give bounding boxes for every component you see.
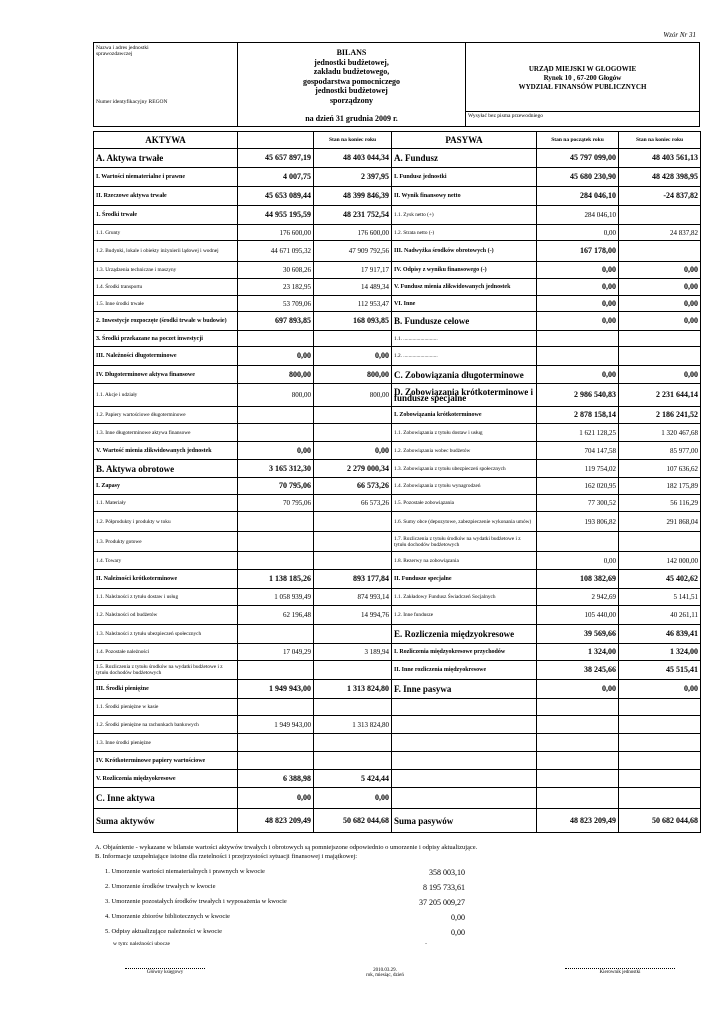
aktywa-value-start [238,752,314,770]
aktywa-value-end: 14 994,76 [314,606,392,625]
table-row [94,460,701,478]
table-row [94,716,701,734]
aktywa-value-start: 45 657 897,19 [238,149,314,168]
pasywa-label: 1.4. Zobowiązania z tytułu wynagrodzeń [392,478,537,495]
aktywa-value-end: 66 573,26 [314,478,392,495]
aktywa-value-end: 874 993,14 [314,589,392,606]
table-header-row [94,132,701,149]
pasywa-value-start [537,699,619,716]
table-row [94,570,701,589]
aktywa-value-start: 1 949 943,00 [238,680,314,699]
aktywa-value-start: 0,00 [238,442,314,460]
pasywa-label: VI. Inne [392,296,537,312]
pasywa-value-end [619,734,701,752]
table-row [94,241,701,262]
aktywa-label: IV. Krótkoterminowe papiery wartościowe [94,752,238,770]
pasywa-value-end [619,716,701,734]
aktywa-value-end: 1 313 824,80 [314,680,392,699]
aktywa-label: 1.1. Akcje i udziały [94,384,238,407]
aktywa-label: 1.3. Inne środki pieniężne [94,734,238,752]
aktywa-value-start: 44 671 095,32 [238,241,314,262]
table-row [94,734,701,752]
aktywa-label: 1.3. Urządzenia techniczne i maszyny [94,262,238,279]
divider [466,111,699,112]
aktywa-value-end [314,752,392,770]
info-item: 2. Umorzenie środków trwałych w kwocie 8 195 733,61 [105,883,465,892]
pasywa-value-start: 1 621 128,25 [537,424,619,442]
aktywa-value-start: 62 196,48 [238,606,314,625]
pasywa-label [392,716,537,734]
aktywa-value-start: 1 058 939,49 [238,589,314,606]
pasywa-value-start: 0,00 [537,225,619,241]
aktywa-label: V. Wartość mienia zlikwidowanych jednostek [94,442,238,460]
aktywa-value-end: 1 313 824,80 [314,716,392,734]
office-address: URZĄD MIEJSKI W GŁOGOWIE Rynek 10 , 67-200 Głogów WYDZIAŁ FINANSÓW PUBLICZNYCH [518,65,647,91]
pasywa-label [392,788,537,809]
aktywa-value-start [238,661,314,680]
aktywa-value-start: 800,00 [238,384,314,407]
pasywa-label: 1.2. Strata netto (-) [392,225,537,241]
pasywa-label: 1.1. Zakładowy Fundusz Świadczeń Socjalnych [392,589,537,606]
pasywa-value-end: 0,00 [619,366,701,384]
pasywa-label: III. Nadwyżka środków obrotowych (-) [392,241,537,262]
pasywa-value-end: 0,00 [619,680,701,699]
aktywa-label: 1.5. Inne środki trwałe [94,296,238,312]
table-row [94,752,701,770]
pasywa-value-start [537,770,619,788]
table-row [94,606,701,625]
aktywa-label: 1.4. Pozostałe należności [94,644,238,661]
signature-accountant: Główny księgowy [125,968,205,975]
aktywa-label: III. Należności długoterminowe [94,347,238,366]
pasywa-value-end: 291 868,04 [619,512,701,532]
table-row [94,347,701,366]
table-row [94,532,701,552]
table-row [94,788,701,809]
pasywa-label: E. Rozliczenia międzyokresowe [392,625,537,644]
pasywa-label: F. Inne pasywa [392,680,537,699]
pasywa-value-start: 704 147,58 [537,442,619,460]
aktywa-header: AKTYWA [94,132,238,149]
pasywa-value-start: 0,00 [537,262,619,279]
table-row [94,296,701,312]
table-row [94,625,701,644]
aktywa-label: Suma aktywów [94,809,238,833]
notes [95,843,477,861]
table-row [94,478,701,495]
info-item: 3. Umorzenie pozostałych środków trwałych i wyposażenia w kwocie 37 205 009,27 [105,898,465,907]
aktywa-label: 1.4. Środki transportu [94,279,238,296]
aktywa-label: 1.1. Środki pieniężne w kasie [94,699,238,716]
pasywa-value-start: 108 382,69 [537,570,619,589]
aktywa-value-start: 48 823 209,49 [238,809,314,833]
aktywa-label: 1.3. Produkty gotowe [94,532,238,552]
form-number: Wzór Nr 31 [663,31,696,39]
table-row [94,149,701,168]
aktywa-value-start: 53 709,06 [238,296,314,312]
pasywa-value-end: 85 977,00 [619,442,701,460]
pasywa-value-end: 24 837,82 [619,225,701,241]
table-row [94,770,701,788]
info-item: 4. Umorzenie zbiorów bibliotecznych w kwocie 0,00 [105,913,465,922]
aktywa-value-end [314,661,392,680]
pasywa-label: Suma pasywów [392,809,537,833]
pasywa-label: 1.5. Pozostałe zobowiązania [392,495,537,512]
empty-header [238,132,314,149]
pasywa-value-end [619,788,701,809]
aktywa-label: 1.1. Należności z tytułu dostaw i usług [94,589,238,606]
note-b: B. Informacje uzupełniające istotne dla rzetelności i przejrzystości sytuacji finansowej i majątkowej: [95,853,358,860]
pasywa-value-end: 2 231 644,14 [619,384,701,407]
pasywa-label [392,752,537,770]
aktywa-value-end [314,532,392,552]
aktywa-value-end: 17 917,17 [314,262,392,279]
pasywa-label [392,770,537,788]
pasywa-label: D. Zobowiązania krótkoterminowe i fundusze specjalne [392,384,537,407]
info-item: 5. Odpisy aktualizujące należności w kwocie 0,00 [105,928,465,937]
pasywa-label: II. Fundusze specjalne [392,570,537,589]
pasywa-value-end: 182 175,89 [619,478,701,495]
aktywa-value-end: 47 909 792,56 [314,241,392,262]
pasywa-label: 1.6. Sumy obce (depozytowe, zabezpieczenie wykonania umów) [392,512,537,532]
pasywa-label: 1.1. Zysk netto (+) [392,206,537,225]
aktywa-label: II. Należności krótkoterminowe [94,570,238,589]
aktywa-value-end: 176 600,00 [314,225,392,241]
aktywa-value-start: 45 653 089,44 [238,187,314,206]
aktywa-value-start [238,699,314,716]
table-row [94,512,701,532]
pasywa-label: I. Zobowiązania krótkoterminowe [392,407,537,424]
pasywa-value-start [537,752,619,770]
aktywa-label: 1. Środki trwałe [94,206,238,225]
pasywa-value-end: 45 515,41 [619,661,701,680]
table-row [94,552,701,570]
pasywa-value-start [537,716,619,734]
pasywa-label [392,699,537,716]
pasywa-value-start: 77 300,52 [537,495,619,512]
report-title: BILANS jednostki budżetowej, zakładu budżetowego, gospodarstwa pomocniczego jednostki budżetowej sporządzony [302,48,401,105]
aktywa-value-end: 0,00 [314,347,392,366]
aktywa-value-end [314,552,392,570]
aktywa-value-end: 893 177,84 [314,570,392,589]
aktywa-value-end: 48 231 752,54 [314,206,392,225]
office-cell [466,43,699,126]
aktywa-label: 1.3. Inne długoterminowe aktywa finansowe [94,424,238,442]
aktywa-label: III. Środki pieniężne [94,680,238,699]
aktywa-value-end: 0,00 [314,788,392,809]
info-list [105,866,465,951]
table-row [94,589,701,606]
aktywa-value-start: 697 893,85 [238,312,314,331]
pasywa-value-end: 48 403 561,13 [619,149,701,168]
pasywa-value-end: 0,00 [619,279,701,296]
unit-info-cell [94,43,238,126]
table-row [94,168,701,187]
pasywa-value-start [537,532,619,552]
pasywa-value-start: 284 046,10 [537,206,619,225]
aktywa-value-start: 0,00 [238,788,314,809]
aktywa-value-end: 3 189,94 [314,644,392,661]
aktywa-value-start: 6 388,98 [238,770,314,788]
aktywa-value-start [238,424,314,442]
pasywa-label: II. Inne rozliczenia międzyokresowe [392,661,537,680]
table-row [94,366,701,384]
pasywa-value-end [619,752,701,770]
info-item: 1. Umorzenie wartości niematerialnych i prawnych w kwocie 358 003,10 [105,868,465,877]
aktywa-value-end: 48 399 846,39 [314,187,392,206]
aktywa-label: B. Aktywa obrotowe [94,460,238,478]
pasywa-header: PASYWA [392,132,537,149]
aktywa-value-start [238,625,314,644]
pasywa-value-start: 48 823 209,49 [537,809,619,833]
pasywa-label: 1.3. Zobowiązania z tytułu ubezpieczeń społecznych [392,460,537,478]
aktywa-label: 1.3. Należności z tytułu ubezpieczeń społecznych [94,625,238,644]
aktywa-value-start: 3 165 312,30 [238,460,314,478]
aktywa-value-end [314,331,392,347]
pasywa-value-start: 2 986 540,83 [537,384,619,407]
pasywa-end-header: Stan na koniec roku [619,132,701,149]
pasywa-value-start: 38 245,66 [537,661,619,680]
pasywa-value-end: 46 839,41 [619,625,701,644]
aktywa-value-end: 2 397,95 [314,168,392,187]
pasywa-value-start [537,734,619,752]
aktywa-value-end: 112 953,47 [314,296,392,312]
aktywa-label: 1.2. Półprodukty i produkty w toku [94,512,238,532]
regon-label: Numer identyfikacyjny REGON [96,99,168,105]
aktywa-value-start [238,512,314,532]
table-row [94,312,701,331]
pasywa-value-start: 119 754,02 [537,460,619,478]
pasywa-value-start [537,788,619,809]
pasywa-value-end: -24 837,82 [619,187,701,206]
report-header [93,42,700,127]
aktywa-label: 2. Inwestycje rozpoczęte (środki trwałe w budowie) [94,312,238,331]
pasywa-value-end [619,206,701,225]
aktywa-label: I. Wartości niematerialne i prawne [94,168,238,187]
pasywa-value-start: 45 797 099,00 [537,149,619,168]
aktywa-value-end [314,512,392,532]
pasywa-value-end [619,770,701,788]
pasywa-label: II. Wynik finansowy netto [392,187,537,206]
aktywa-value-end [314,734,392,752]
aktywa-label: 1.1. Grunty [94,225,238,241]
aktywa-label: A. Aktywa trwałe [94,149,238,168]
aktywa-value-start [238,407,314,424]
signature-head: Kierownik jednostki [565,968,675,975]
unit-name-label: Nazwa i adres jednostki sprawozdawczej [96,45,149,57]
pasywa-value-start [537,347,619,366]
table-row [94,262,701,279]
pasywa-value-start: 167 178,00 [537,241,619,262]
pasywa-label: 1.1. Zobowiązania z tytułu dostaw i usług [392,424,537,442]
pasywa-start-header: Stan na początek roku [537,132,619,149]
aktywa-label: 1.4. Towary [94,552,238,570]
aktywa-value-start: 44 955 195,59 [238,206,314,225]
pasywa-value-end: 2 186 241,52 [619,407,701,424]
table-row [94,442,701,460]
table-row [94,331,701,347]
aktywa-label: 3. Środki przekazane na poczet inwestycji [94,331,238,347]
aktywa-label: 1.2. Budynki, lokale i obiekty inżynierii lądowej i wodnej [94,241,238,262]
pasywa-label: C. Zobowiązania długoterminowe [392,366,537,384]
table-row [94,279,701,296]
pasywa-value-end: 50 682 044,68 [619,809,701,833]
aktywa-value-end [314,699,392,716]
pasywa-label: 1.2. Zobowiązania wobec budżetów [392,442,537,460]
pasywa-label [392,734,537,752]
pasywa-value-end [619,331,701,347]
table-row [94,407,701,424]
table-row [94,661,701,680]
aktywa-value-start [238,552,314,570]
pasywa-value-end: 5 141,51 [619,589,701,606]
pasywa-value-end [619,699,701,716]
aktywa-value-end: 50 682 044,68 [314,809,392,833]
aktywa-value-start: 0,00 [238,347,314,366]
pasywa-value-end: 0,00 [619,262,701,279]
pasywa-value-end [619,241,701,262]
pasywa-value-end [619,347,701,366]
pasywa-value-end: 0,00 [619,296,701,312]
aktywa-label: 1.2. Środki pieniężne na rachunkach bankowych [94,716,238,734]
pasywa-value-start: 193 806,82 [537,512,619,532]
pasywa-value-start: 0,00 [537,366,619,384]
pasywa-label: A. Fundusz [392,149,537,168]
pasywa-value-start: 2 878 158,14 [537,407,619,424]
pasywa-label: B. Fundusze celowe [392,312,537,331]
table-row [94,187,701,206]
pasywa-value-start: 2 942,69 [537,589,619,606]
aktywa-label: IV. Długoterminowe aktywa finansowe [94,366,238,384]
aktywa-value-start: 4 007,75 [238,168,314,187]
pasywa-value-end: 45 402,62 [619,570,701,589]
table-row [94,424,701,442]
aktywa-value-end: 0,00 [314,442,392,460]
pasywa-value-start: 284 046,10 [537,187,619,206]
aktywa-value-end [314,407,392,424]
pasywa-label: I. Fundusz jednostki [392,168,537,187]
aktywa-label: II. Rzeczowe aktywa trwałe [94,187,238,206]
table-row [94,384,701,407]
pasywa-value-start: 1 324,00 [537,644,619,661]
aktywa-value-start: 800,00 [238,366,314,384]
aktywa-value-end [314,424,392,442]
aktywa-value-start: 1 949 943,00 [238,716,314,734]
table-row [94,495,701,512]
pasywa-value-start: 162 020,95 [537,478,619,495]
pasywa-value-start [537,331,619,347]
signature-date: 2010.03.29. rok, miesiąc, dzień [366,968,404,978]
aktywa-value-end: 48 403 044,34 [314,149,392,168]
aktywa-stan-header: Stan na koniec roku [314,132,392,149]
pasywa-value-end: 48 428 398,95 [619,168,701,187]
pasywa-label: I. Rozliczenia międzyokresowe przychodów [392,644,537,661]
pasywa-value-start: 39 569,66 [537,625,619,644]
pasywa-label: 1.2. .......................... [392,347,537,366]
pasywa-label: 1.2. Inne fundusze [392,606,537,625]
aktywa-value-end: 2 279 000,34 [314,460,392,478]
aktywa-label: 1.2. Papiery wartościowe długoterminowe [94,407,238,424]
table-row [94,680,701,699]
table-row [94,225,701,241]
aktywa-value-start [238,734,314,752]
table-row [94,644,701,661]
pasywa-value-start: 0,00 [537,680,619,699]
pasywa-value-end [619,532,701,552]
aktywa-value-end: 168 093,85 [314,312,392,331]
aktywa-label: 1.2. Należności od budżetów [94,606,238,625]
table-row [94,699,701,716]
pasywa-label: 1.7. Rozliczenia z tytułu środków na wydatki budżetowe i z tytułu dochodów budżetowych [392,532,537,552]
aktywa-value-end: 5 424,44 [314,770,392,788]
report-date: na dzień 31 grudnia 2009 r. [305,114,398,123]
aktywa-value-start: 1 138 185,26 [238,570,314,589]
aktywa-label: 1.5. Rozliczenia z tytułu środków na wydatki budżetowe i z tytułu dochodów budżetowych [94,661,238,680]
pasywa-value-end: 1 324,00 [619,644,701,661]
info-subitem: w tym: należności ubocze - [113,941,427,947]
aktywa-value-end: 66 573,26 [314,495,392,512]
pasywa-value-start: 0,00 [537,312,619,331]
aktywa-label: V. Rozliczenia międzyokresowe [94,770,238,788]
balance-table [93,131,701,833]
aktywa-value-start: 23 182,95 [238,279,314,296]
aktywa-value-start [238,532,314,552]
aktywa-value-start: 70 795,06 [238,478,314,495]
send-label: Wysyłać bez pisma przewodniego [468,113,543,119]
pasywa-value-start: 0,00 [537,279,619,296]
aktywa-value-start: 176 600,00 [238,225,314,241]
aktywa-label: I. Zapasy [94,478,238,495]
pasywa-value-start: 0,00 [537,552,619,570]
pasywa-value-start: 105 440,00 [537,606,619,625]
pasywa-value-end: 142 000,00 [619,552,701,570]
table-row [94,809,701,833]
pasywa-value-end: 1 320 467,68 [619,424,701,442]
pasywa-value-end: 107 636,62 [619,460,701,478]
pasywa-value-end: 40 261,11 [619,606,701,625]
note-a: A. Objaśnienie - wykazane w bilansie wartości aktywów trwałych i obrotowych są pomniejszone odpowiednio o umorzenie i odpisy aktualizujące. [95,844,478,851]
title-cell [238,43,466,126]
pasywa-value-end: 0,00 [619,312,701,331]
pasywa-value-end: 56 116,29 [619,495,701,512]
aktywa-value-start: 30 608,26 [238,262,314,279]
pasywa-label: V. Fundusz mienia zlikwidowanych jednostek [392,279,537,296]
aktywa-value-start [238,331,314,347]
pasywa-label: IV. Odpisy z wyniku finansowego (-) [392,262,537,279]
pasywa-label: 1.1. .......................... [392,331,537,347]
table-row [94,206,701,225]
pasywa-value-start: 0,00 [537,296,619,312]
aktywa-value-end [314,625,392,644]
aktywa-value-end: 800,00 [314,384,392,407]
aktywa-value-end: 800,00 [314,366,392,384]
aktywa-value-end: 14 489,34 [314,279,392,296]
aktywa-value-start: 70 795,06 [238,495,314,512]
pasywa-label: 1.8. Rezerwy na zobowiązania [392,552,537,570]
aktywa-label: C. Inne aktywa [94,788,238,809]
aktywa-label: 1.1. Materiały [94,495,238,512]
aktywa-value-start: 17 049,29 [238,644,314,661]
pasywa-value-start: 45 680 230,90 [537,168,619,187]
